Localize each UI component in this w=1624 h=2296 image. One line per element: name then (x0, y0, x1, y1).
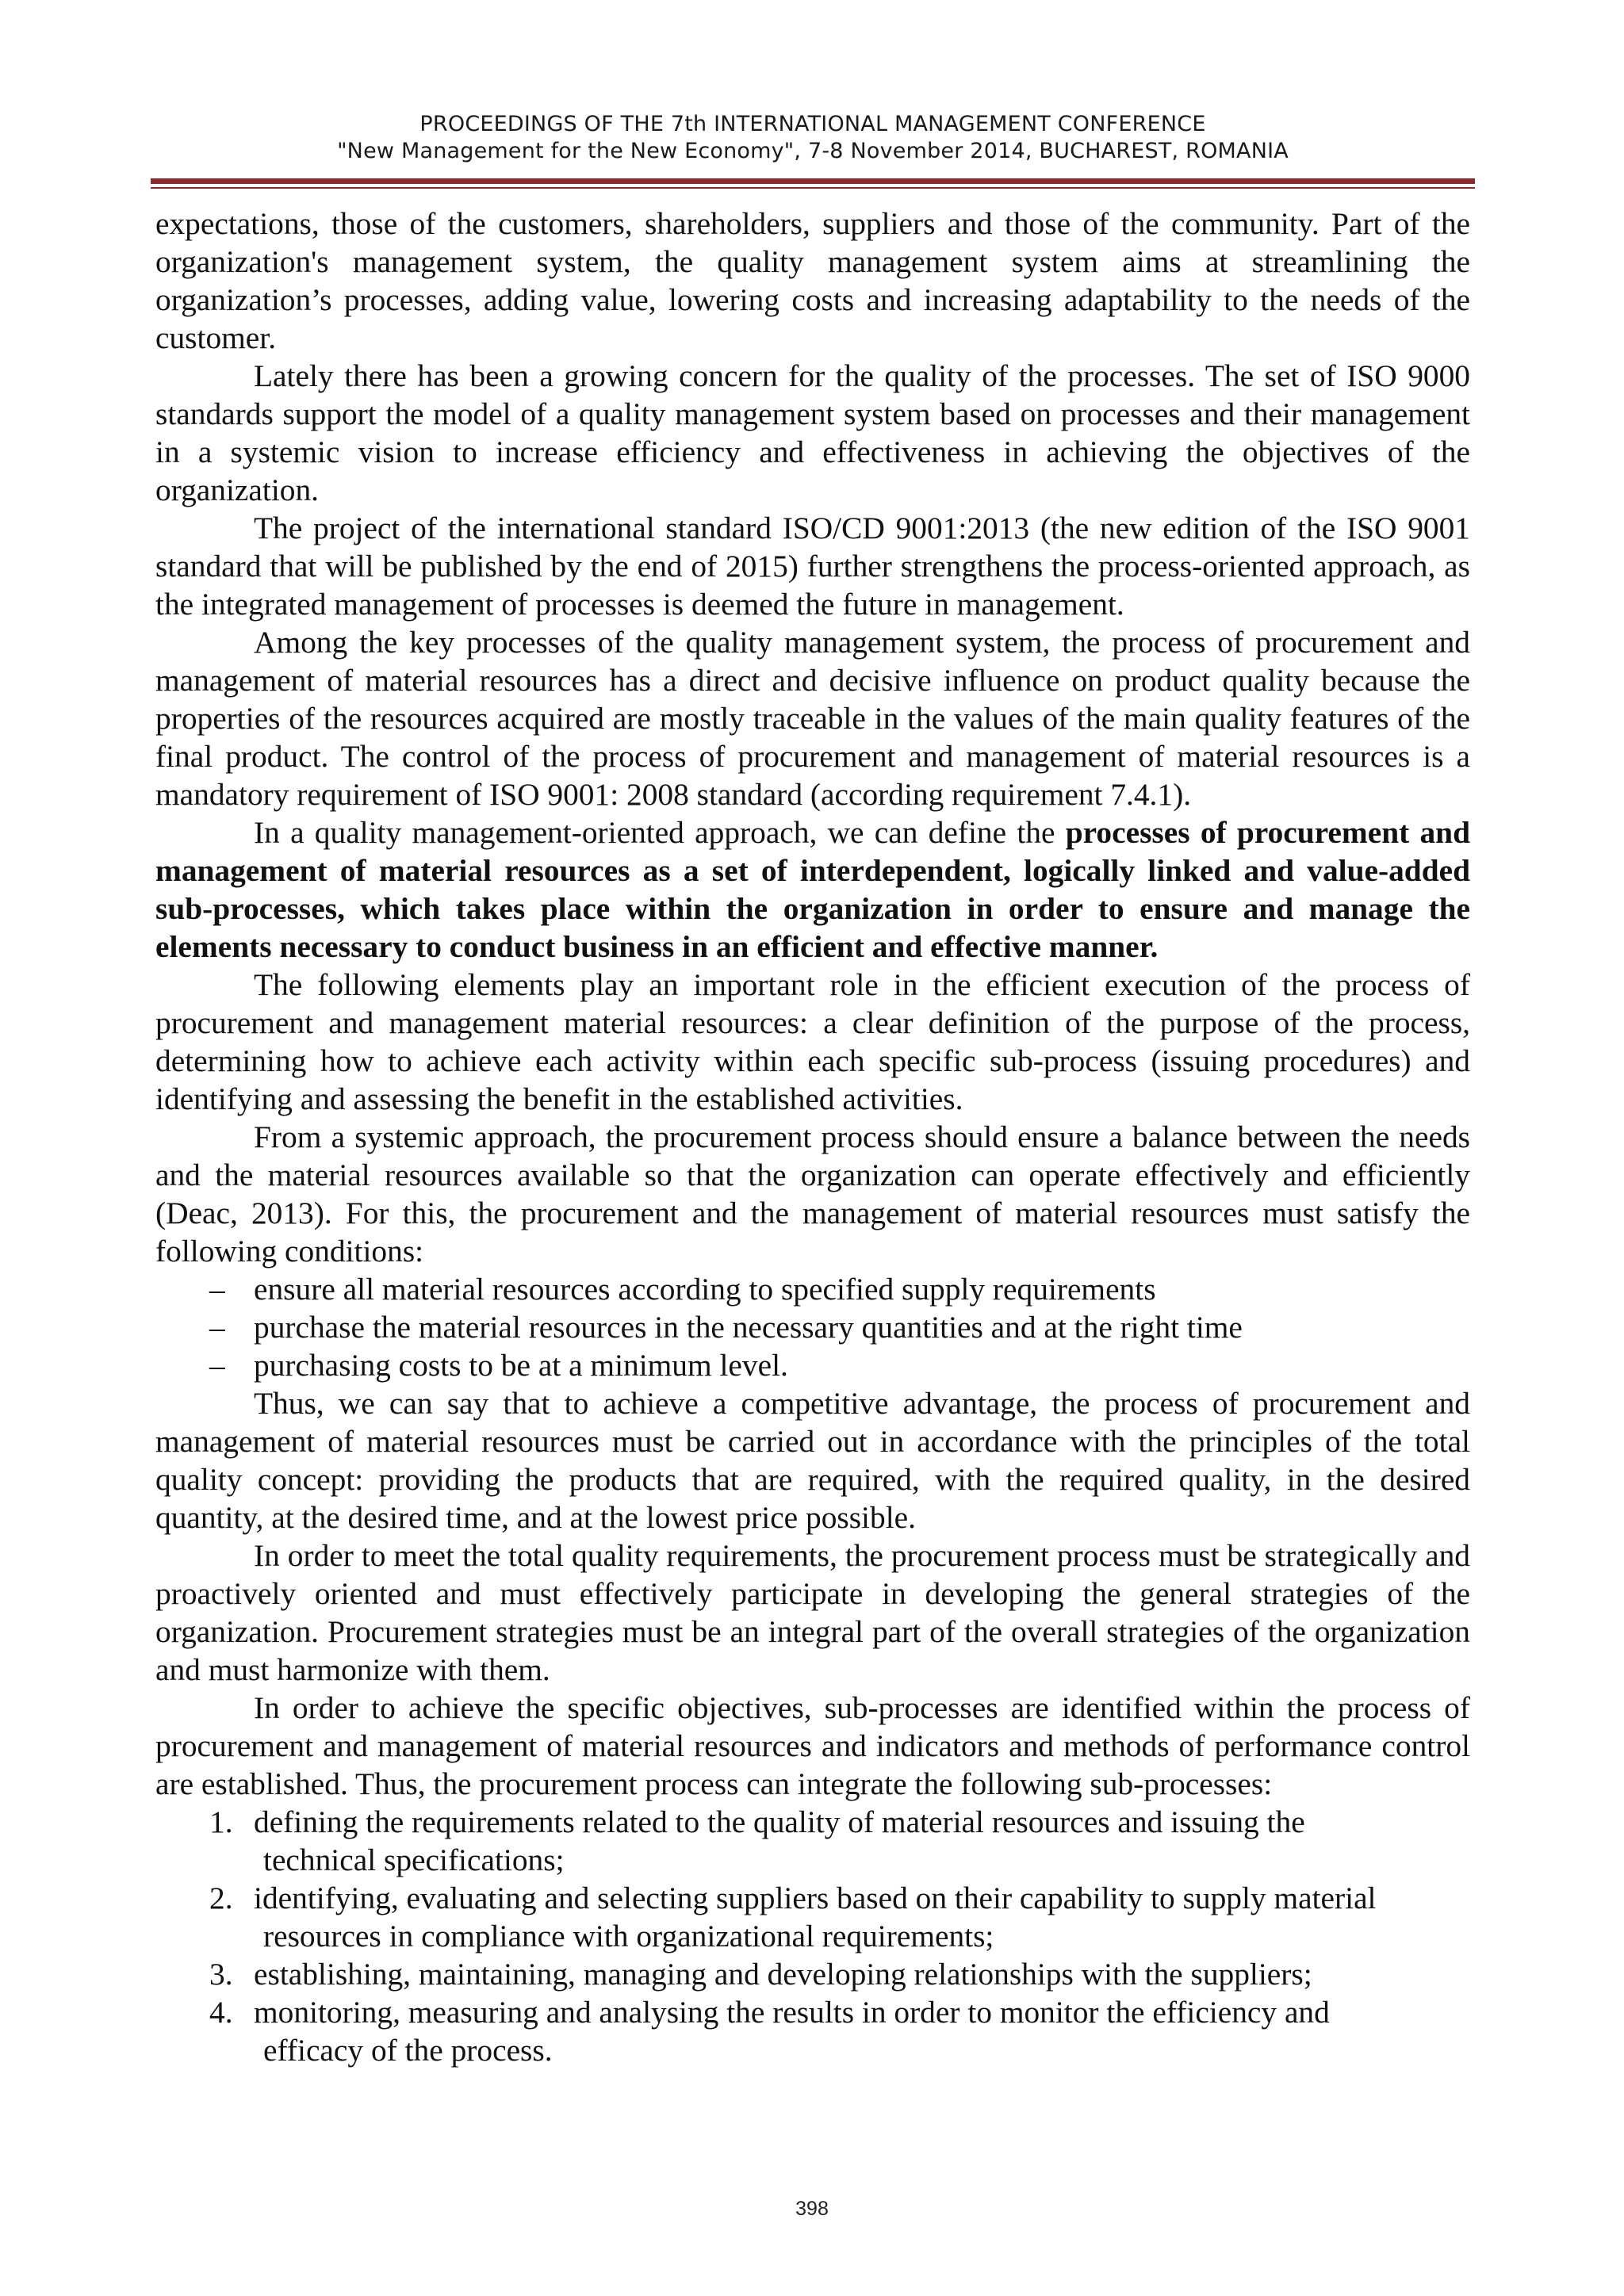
item-number: 3. (209, 1957, 233, 1992)
definition-bold: processes of procurement and management of material resources as a set of interdependent, logically linked and value-added sub-processes, which takes place within the organization in order to ensure and manage the elements necessary to conduct business in an efficient and effective manner. (155, 815, 1470, 964)
item-number: 4. (209, 1995, 233, 2030)
paragraph: The following elements play an important role in the efficient execution of the process of procurement and management material resources: a clear definition of the purpose of the process, determining how to achieve each activity within each specific sub-process (issuing procedures) and identifying and assessing the benefit in the established activities. (155, 967, 1470, 1116)
running-header (151, 111, 1475, 165)
bullet-item (155, 1270, 1470, 1308)
item-text-line-2: technical specifications; (263, 1843, 565, 1877)
paragraph-continued: expectations, those of the customers, shareholders, suppliers and those of the community. Part of the organization's management system, the quality management system aims at streamlining the organization’s processes, adding value, lowering costs and increasing adaptability to the needs of the customer. (155, 206, 1470, 355)
numbered-item (155, 1955, 1470, 1993)
bullet-text: purchase the material resources in the necessary quantities and at the right time (254, 1310, 1243, 1345)
bullet-marker: – (209, 1272, 225, 1307)
bullet-item (155, 1308, 1470, 1346)
paragraph: Among the key processes of the quality management system, the process of procurement and management of material resources has a direct and decisive influence on product quality because the properties of the resources acquired are mostly traceable in the values of the main quality features of the final product. The control of the process of procurement and management of material resources is a mandatory requirement of ISO 9001: 2008 standard (according requirement 7.4.1). (155, 625, 1470, 812)
item-text-line-2: efficacy of the process. (263, 2033, 553, 2068)
bullet-text: purchasing costs to be at a minimum level. (254, 1348, 788, 1383)
paragraph-definition (155, 813, 1470, 966)
item-text-line-1: establishing, maintaining, managing and developing relationships with the suppliers; (254, 1957, 1312, 1992)
item-text-line-1: identifying, evaluating and selecting suppliers based on their capability to supply material (254, 1881, 1377, 1915)
bullet-text: ensure all material resources according to specified supply requirements (254, 1272, 1156, 1307)
page-number: 398 (795, 2198, 829, 2220)
paragraph: In order to achieve the specific objectives, sub-processes are identified within the process of procurement and management of material resources and indicators and methods of performance control are established. Thus, the procurement process can integrate the following sub-processes: (155, 1690, 1470, 1801)
paragraph: Thus, we can say that to achieve a competitive advantage, the process of procurement and management of material resources must be carried out in accordance with the principles of the total quality concept: providing the products that are required, with the required quality, in the desired quantity, at the desired time, and at the lowest price possible. (155, 1386, 1470, 1535)
header-line-1: PROCEEDINGS OF THE 7th INTERNATIONAL MANAGEMENT CONFERENCE (419, 112, 1206, 136)
bullet-item (155, 1346, 1470, 1384)
item-number: 1. (209, 1804, 233, 1839)
paragraph: The project of the international standard ISO/CD 9001:2013 (the new edition of the ISO 9001 standard that will be published by the end of 2015) further strengthens the process-oriented approach, as the integrated management of processes is deemed the future in management. (155, 511, 1470, 622)
paragraph: From a systemic approach, the procurement process should ensure a balance between the needs and the material resources available so that the organization can operate effectively and efficiently (Deac, 2013). For this, the procurement and the management of material resources must satisfy the following conditions: (155, 1119, 1470, 1269)
bullet-marker: – (209, 1310, 225, 1345)
bullet-marker: – (209, 1348, 225, 1383)
paragraph: Lately there has been a growing concern for the quality of the processes. The set of ISO 9000 standards support the model of a quality management system based on processes and their management in a systemic vision to increase efficiency and effectiveness in achieving the objectives of the organization. (155, 358, 1470, 507)
numbered-item (155, 1803, 1470, 1879)
item-number: 2. (209, 1881, 233, 1915)
item-text-line-1: monitoring, measuring and analysing the results in order to monitor the efficiency and (254, 1995, 1330, 2030)
numbered-item (155, 1993, 1470, 2069)
paragraph: In order to meet the total quality requirements, the procurement process must be strategically and proactively oriented and must effectively participate in developing the general strategies of the organization. Procurement strategies must be an integral part of the overall strategies of the organization and must harmonize with them. (155, 1538, 1470, 1687)
header-line-2: "New Management for the New Economy", 7-8 November 2014, BUCHAREST, ROMANIA (337, 139, 1289, 163)
item-text-line-1: defining the requirements related to the quality of material resources and issuing the (254, 1804, 1305, 1839)
definition-lead: In a quality management-oriented approach, we can define the (254, 815, 1066, 850)
item-text-line-2: resources in compliance with organizational requirements; (263, 1919, 994, 1954)
body-text (155, 205, 1470, 2069)
header-rule-thick (151, 178, 1475, 184)
numbered-item (155, 1879, 1470, 1955)
header-rule-thin (151, 187, 1475, 189)
